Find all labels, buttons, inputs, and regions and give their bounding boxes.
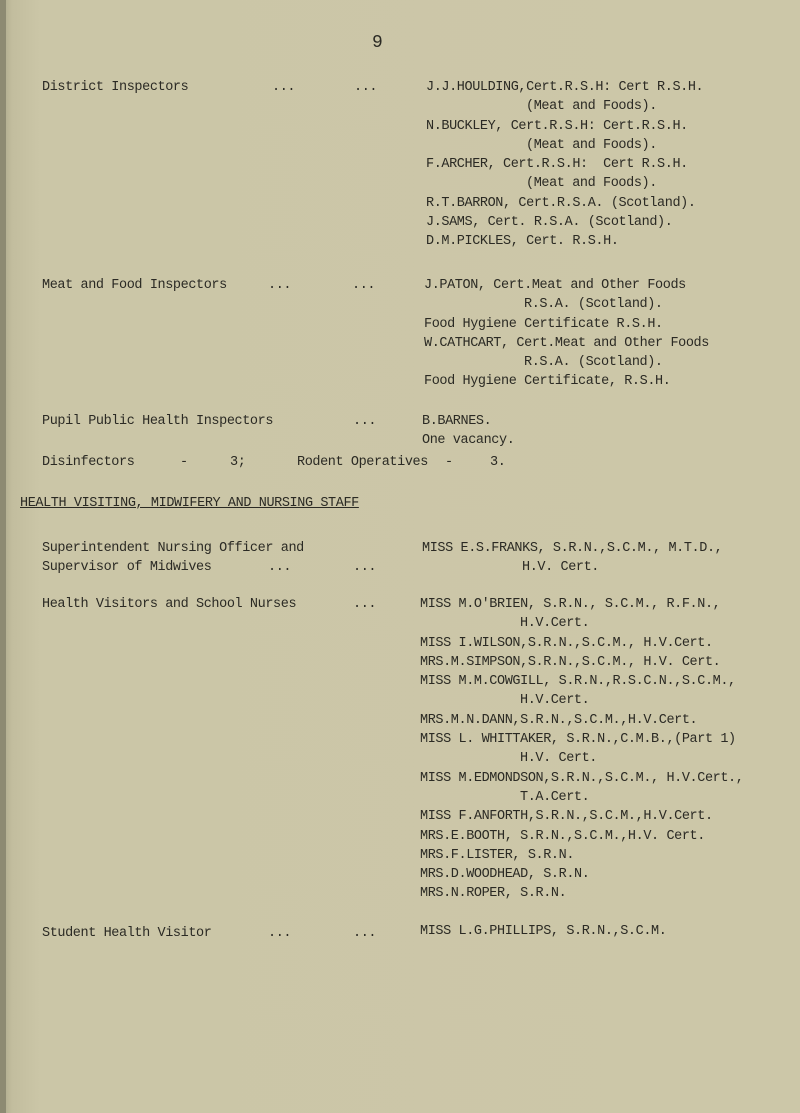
leader-dots: ...	[353, 926, 377, 941]
list-item: MISS M.O'BRIEN, S.R.N., S.C.M., R.F.N.,	[420, 597, 721, 612]
pupil-inspectors-list	[422, 412, 514, 451]
list-item: R.T.BARRON, Cert.R.S.A. (Scotland).	[426, 195, 696, 211]
disinfectors-count: 3;	[230, 455, 246, 470]
list-item: MRS.F.LISTER, S.R.N.	[420, 847, 575, 863]
list-item: N.BUCKLEY, Cert.R.S.H: Cert.R.S.H.	[426, 118, 688, 134]
list-item: D.M.PICKLES, Cert. R.S.H.	[426, 234, 619, 250]
list-item: MISS I.WILSON,S.R.N.,S.C.M., H.V.Cert.	[420, 635, 713, 651]
district-inspectors-label: District Inspectors	[42, 80, 189, 95]
dash: -	[445, 455, 453, 470]
list-item: MRS.E.BOOTH, S.R.N.,S.C.M.,H.V. Cert.	[420, 828, 705, 844]
list-item: One vacancy.	[422, 433, 515, 449]
list-item: J.J.HOULDING,Cert.R.S.H: Cert R.S.H.	[426, 80, 704, 95]
leader-dots: ...	[353, 597, 377, 612]
section-heading: HEALTH VISITING, MIDWIFERY AND NURSING STAFF	[20, 496, 359, 511]
rodent-operatives-count: 3.	[490, 455, 506, 470]
list-item: (Meat and Foods).	[526, 99, 657, 115]
list-item: H.V.Cert.	[520, 693, 590, 709]
leader-dots: ...	[272, 80, 296, 95]
rodent-operatives-label: Rodent Operatives	[297, 455, 428, 470]
leader-dots: ...	[268, 278, 292, 293]
district-inspectors-list	[426, 78, 703, 252]
list-item: H.V.Cert.	[520, 616, 590, 632]
list-item: MRS.M.SIMPSON,S.R.N.,S.C.M., H.V. Cert.	[420, 654, 721, 670]
list-item: MRS.D.WOODHEAD, S.R.N.	[420, 867, 590, 883]
list-item: MRS.N.ROPER, S.R.N.	[420, 886, 567, 902]
pupil-inspectors-label: Pupil Public Health Inspectors	[42, 414, 274, 429]
list-item: (Meat and Foods).	[526, 176, 657, 192]
list-item: H.V. Cert.	[520, 751, 598, 767]
list-item: MISS L.G.PHILLIPS, S.R.N.,S.C.M.	[420, 924, 667, 939]
list-item: MISS E.S.FRANKS, S.R.N.,S.C.M., M.T.D.,	[422, 541, 723, 556]
list-item: W.CATHCART, Cert.Meat and Other Foods	[424, 335, 709, 351]
list-item: MISS M.M.COWGILL, S.R.N.,R.S.C.N.,S.C.M.,	[420, 674, 736, 690]
leader-dots: ...	[352, 278, 376, 293]
meat-food-inspectors-label: Meat and Food Inspectors	[42, 278, 227, 293]
student-list	[420, 922, 666, 941]
list-item: MISS F.ANFORTH,S.R.N.,S.C.M.,H.V.Cert.	[420, 809, 713, 825]
leader-dots: ...	[268, 926, 292, 941]
list-item: (Meat and Foods).	[526, 137, 657, 153]
page-number: 9	[372, 33, 383, 53]
list-item: R.S.A. (Scotland).	[524, 297, 663, 313]
leader-dots: ...	[353, 560, 377, 575]
health-visitors-label: Health Visitors and School Nurses	[42, 597, 297, 612]
student-health-visitor-label: Student Health Visitor	[42, 926, 212, 941]
list-item: R.S.A. (Scotland).	[524, 355, 663, 371]
page-binding-edge	[0, 0, 6, 1113]
dash: -	[180, 455, 188, 470]
leader-dots: ...	[354, 80, 378, 95]
superintendent-list	[422, 539, 722, 578]
list-item: Food Hygiene Certificate, R.S.H.	[424, 374, 671, 390]
list-item: Food Hygiene Certificate R.S.H.	[424, 316, 663, 332]
list-item: B.BARNES.	[422, 414, 492, 429]
leader-dots: ...	[268, 560, 292, 575]
list-item: J.SAMS, Cert. R.S.A. (Scotland).	[426, 215, 673, 231]
list-item: MISS L. WHITTAKER, S.R.N.,C.M.B.,(Part 1)	[420, 732, 736, 748]
list-item: MISS M.EDMONDSON,S.R.N.,S.C.M., H.V.Cert.,	[420, 770, 744, 786]
health-visitors-list	[420, 595, 743, 904]
leader-dots: ...	[353, 414, 377, 429]
disinfectors-label: Disinfectors	[42, 455, 135, 470]
list-item: F.ARCHER, Cert.R.S.H: Cert R.S.H.	[426, 157, 688, 173]
list-item: T.A.Cert.	[520, 789, 590, 805]
list-item: H.V. Cert.	[522, 560, 600, 576]
meat-food-inspectors-list	[424, 276, 709, 392]
superintendent-label: Superintendent Nursing Officer and Supervisor of Midwives	[42, 541, 304, 576]
list-item: MRS.M.N.DANN,S.R.N.,S.C.M.,H.V.Cert.	[420, 712, 698, 728]
list-item: J.PATON, Cert.Meat and Other Foods	[424, 278, 686, 293]
